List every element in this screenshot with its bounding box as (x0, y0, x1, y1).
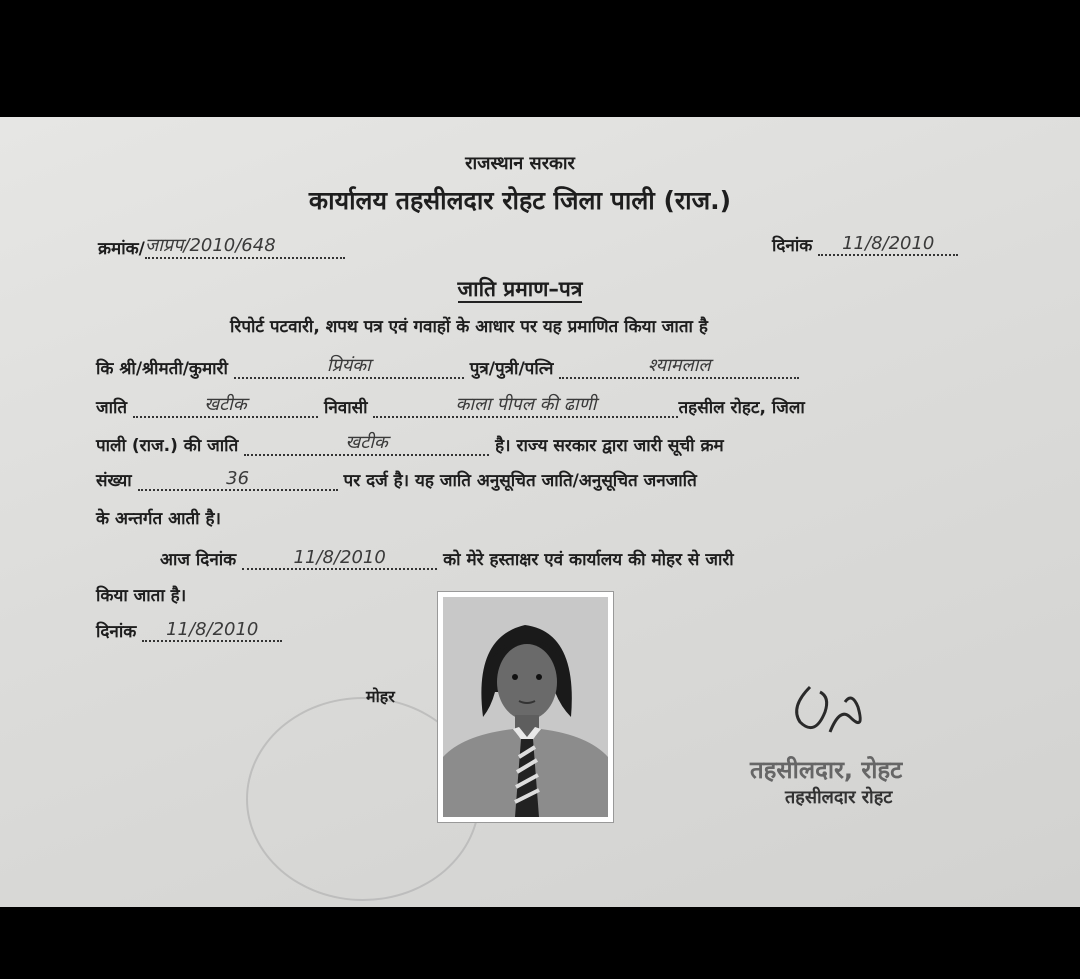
office-header: कार्यालय तहसीलदार रोहट जिला पाली (राज.) (308, 186, 732, 215)
stamp-designation-1: तहसीलदार, रोहट (750, 756, 903, 784)
date-top-value: 11/8/2010 (818, 233, 958, 256)
honorific-label: कि श्री/श्रीमती/कुमारी (96, 359, 228, 379)
residence-value: काला पीपल की ढाणी (373, 392, 678, 418)
ref-number (98, 233, 345, 259)
issue-date-label: आज दिनांक (160, 550, 237, 570)
body-line-3 (96, 392, 805, 418)
stamp-designation-2: तहसीलदार रोहट (785, 787, 893, 808)
body-line-7 (160, 547, 734, 570)
body-line-8: किया जाता है। (96, 586, 187, 606)
title-text: जाति प्रमाण–पत्र (457, 277, 583, 301)
caste-label: जाति (96, 398, 128, 418)
body-line-6: के अन्तर्गत आती है। (96, 509, 221, 529)
issue-text: को मेरे हस्ताक्षर एवं कार्यालय की मोहर से जारी (443, 550, 734, 570)
date-top (772, 233, 958, 256)
date-bottom-value: 11/8/2010 (142, 619, 282, 642)
ref-value: जाप्रप/2010/648 (145, 233, 345, 259)
date-bottom-label: दिनांक (96, 622, 137, 642)
serial-value: 36 (138, 468, 338, 491)
seal-label: मोहर (366, 687, 395, 706)
father-value: श्यामलाल (559, 353, 799, 379)
list-text: है। राज्य सरकार द्वारा जारी सूची क्रम (495, 436, 724, 456)
date-bottom (96, 619, 282, 642)
document-title (0, 275, 1040, 303)
date-top-label: दिनांक (772, 236, 813, 256)
portrait-icon (443, 597, 608, 817)
body-line-2 (96, 353, 799, 379)
issue-date-value: 11/8/2010 (242, 547, 437, 570)
schedule-text: पर दर्ज है। यह जाति अनुसूचित जाति/अनुसूचित जनजाति (343, 471, 697, 491)
relation-label: पुत्र/पुत्री/पत्नि (469, 359, 554, 379)
district-caste-label: पाली (राज.) की जाति (96, 436, 239, 456)
photo-image (443, 597, 608, 817)
applicant-photo (437, 591, 614, 823)
government-header: राजस्थान सरकार (465, 153, 575, 174)
body-line-5 (96, 468, 697, 491)
body-line-1: रिपोर्ट पटवारी, शपथ पत्र एवं गवाहों के आधार पर यह प्रमाणित किया जाता है (230, 317, 708, 337)
tehsil-text: तहसील रोहट, जिला (678, 398, 805, 418)
caste-value: खटीक (133, 392, 318, 418)
signature-icon (780, 677, 890, 747)
serial-label: संख्या (96, 471, 132, 491)
caste2-value: खटीक (244, 430, 489, 456)
certificate-sheet (0, 117, 1080, 907)
name-value: प्रियंका (234, 353, 464, 379)
body-line-4 (96, 430, 724, 456)
ref-label: क्रमांक/ (98, 239, 145, 259)
residence-label: निवासी (323, 398, 368, 418)
